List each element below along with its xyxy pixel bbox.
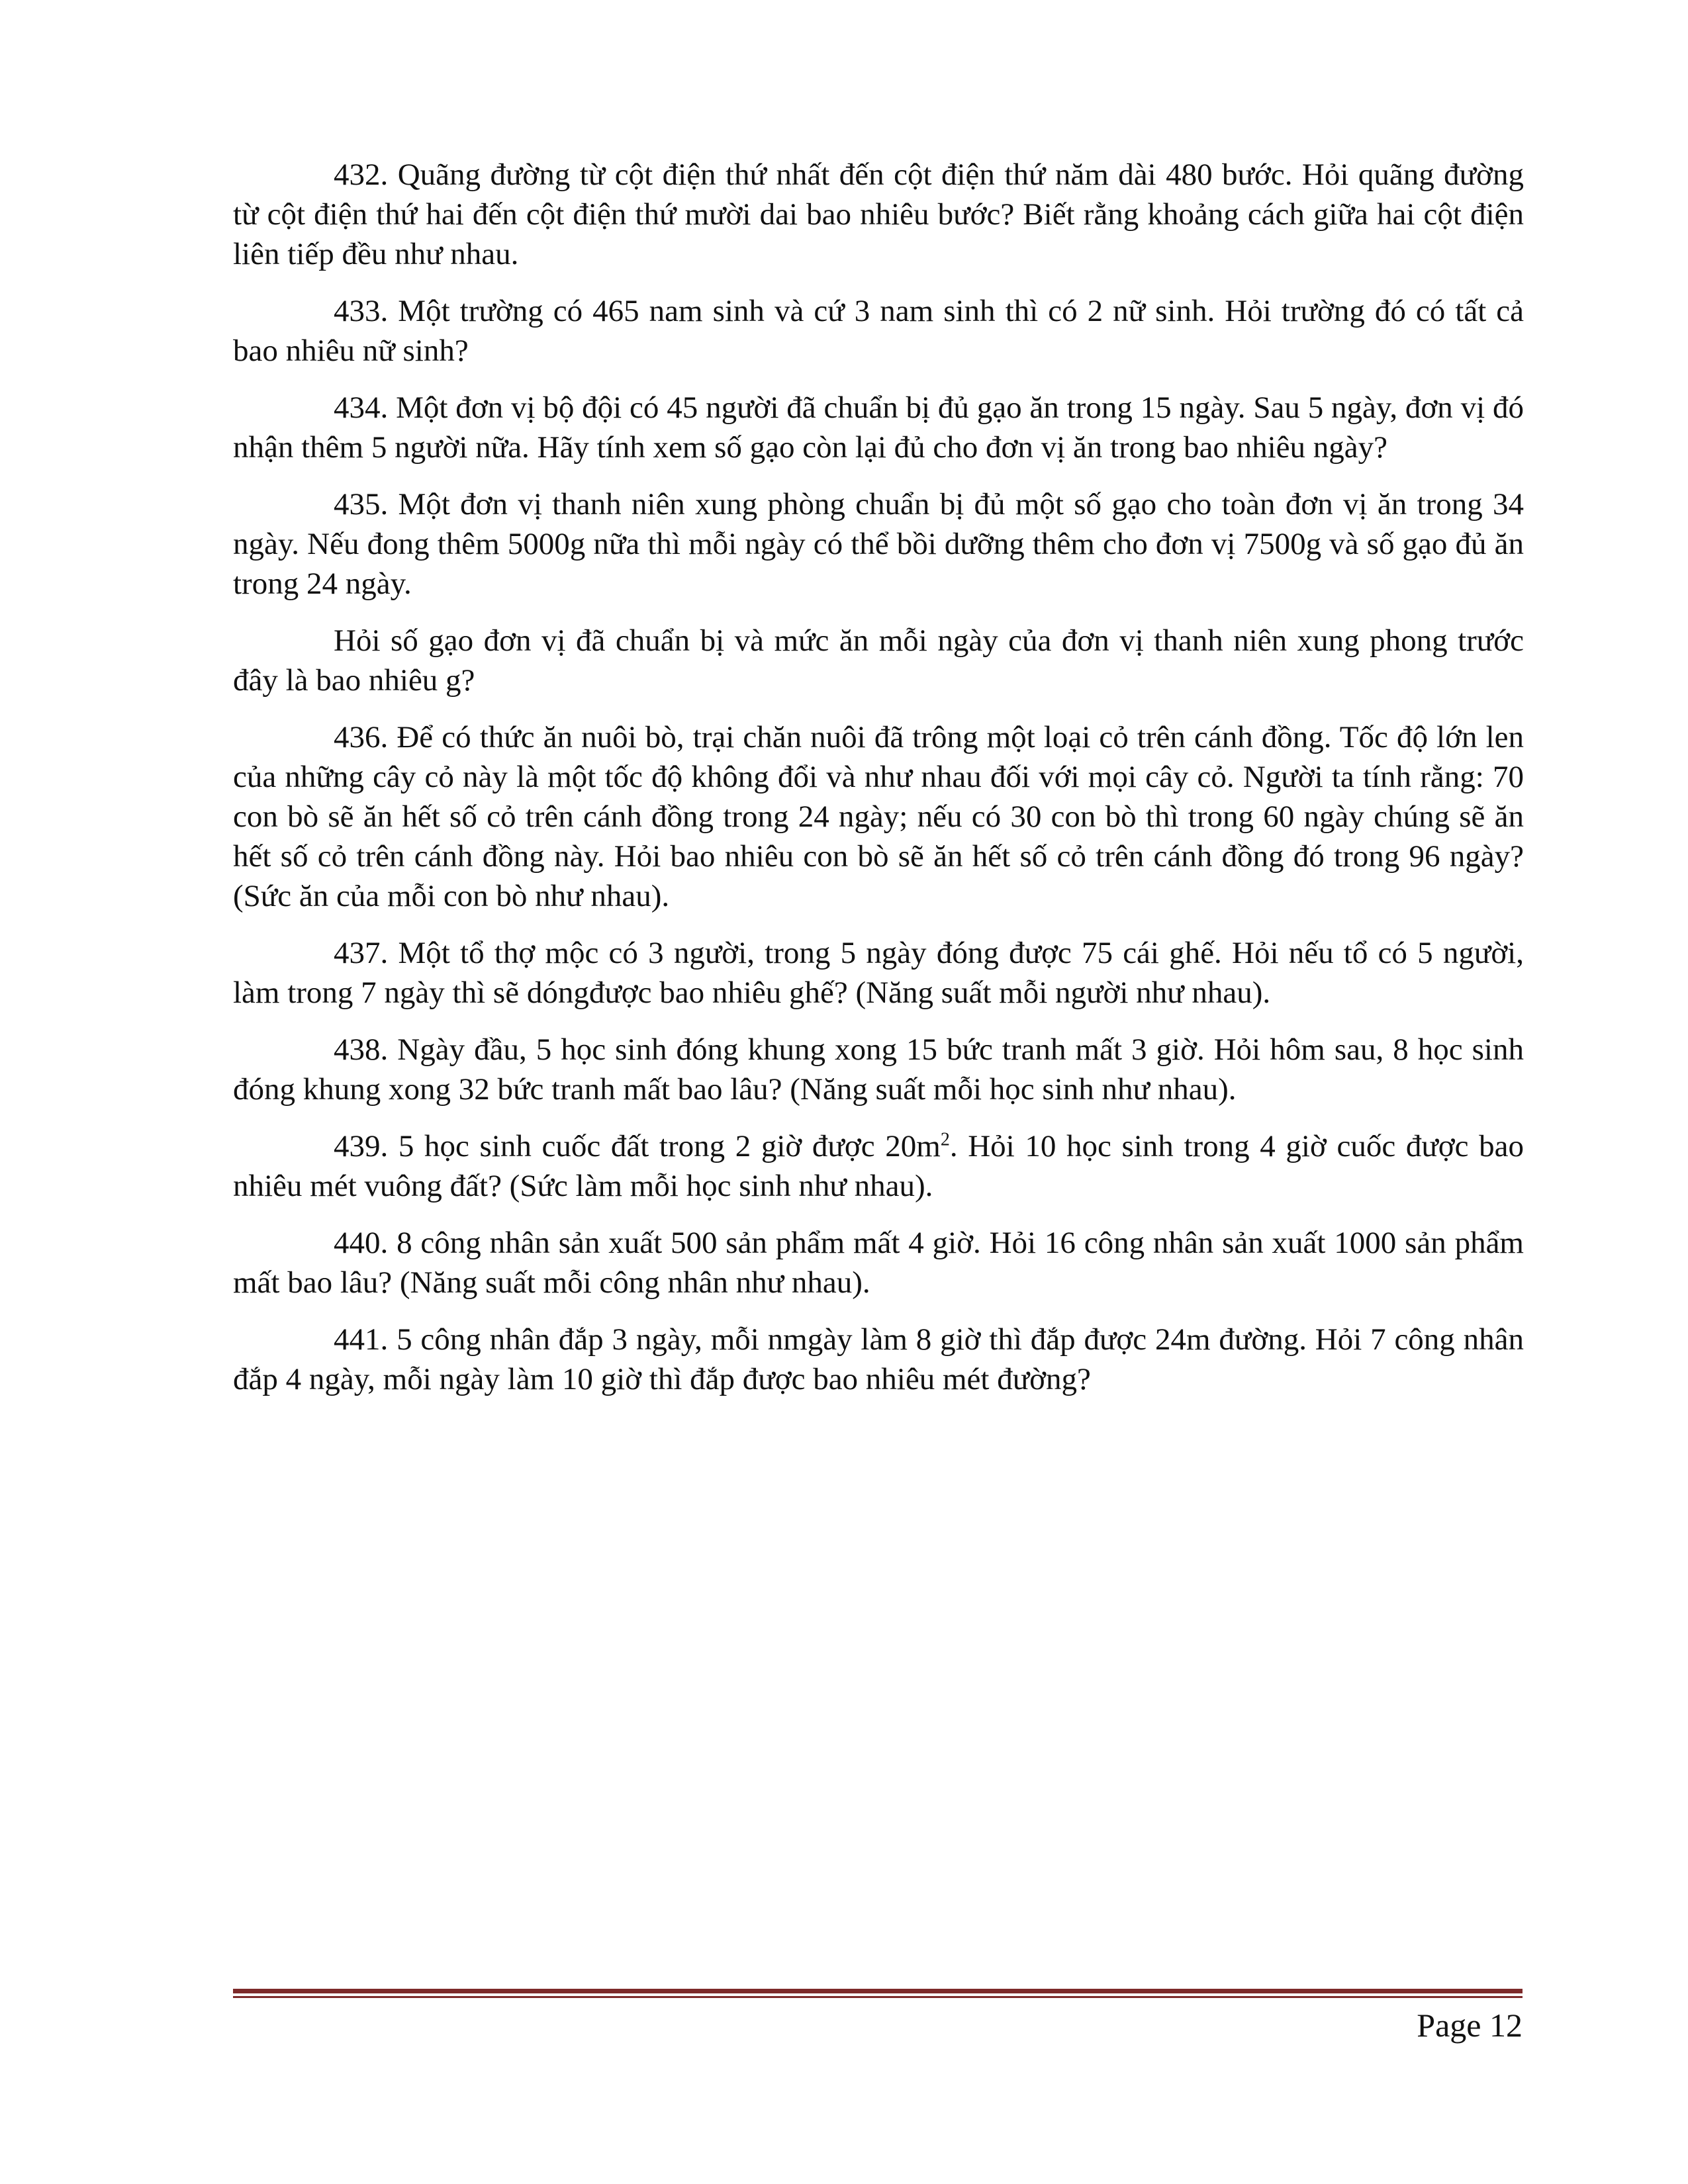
- problem-432: 432. Quãng đường từ cột điện thứ nhất đến cột điện thứ năm dài 480 bước. Hỏi quãng đường từ cột điện thứ hai đến cột điện thứ mười dai bao nhiêu bước? Biết rằng khoảng cách giữa hai cột điện liên tiếp đều như nhau.: [233, 158, 1524, 271]
- problem-436: 436. Để có thức ăn nuôi bò, trại chăn nuôi đã trông một loại cỏ trên cánh đồng. Tốc độ lớn len của những cây cỏ này là một tốc độ không đổi và như nhau đối với mọi cây cỏ. Người ta tính rằng: 70 con bò sẽ ăn hết số cỏ trên cánh đồng trong 24 ngày; nếu có 30 con bò thì trong 60 ngày chúng sẽ ăn hết số cỏ trên cánh đồng này. Hỏi bao nhiêu con bò sẽ ăn hết số cỏ trên cánh đồng đó trong 96 ngày? (Sức ăn của mỗi con bò như nhau).: [233, 720, 1524, 913]
- problem-434: 434. Một đơn vị bộ đội có 45 người đã chuẩn bị đủ gạo ăn trong 15 ngày. Sau 5 ngày, đơn vị đó nhận thêm 5 người nữa. Hãy tính xem số gạo còn lại đủ cho đơn vị ăn trong bao nhiêu ngày?: [233, 390, 1524, 465]
- problem-440: 440. 8 công nhân sản xuất 500 sản phẩm mất 4 giờ. Hỏi 16 công nhân sản xuất 1000 sản phẩm mất bao lâu? (Năng suất mỗi công nhân như nhau).: [233, 1226, 1524, 1300]
- problem-439: [233, 1126, 1524, 1206]
- problem-439-text-start: 439. 5 học sinh cuốc đất trong 2 giờ được 20m: [334, 1129, 941, 1163]
- problem-437: 437. Một tổ thợ mộc có 3 người, trong 5 ngày đóng được 75 cái ghế. Hỏi nếu tổ có 5 người, làm trong 7 ngày thì sẽ dóngđược bao nhiêu ghế? (Năng suất mỗi người như nhau).: [233, 936, 1524, 1010]
- problem-435: 435. Một đơn vị thanh niên xung phòng chuẩn bị đủ một số gạo cho toàn đơn vị ăn trong 34 ngày. Nếu đong thêm 5000g nữa thì mỗi ngày có thể bồi dưỡng thêm cho đơn vị 7500g và số gạo đủ ăn trong 24 ngày.: [233, 487, 1524, 601]
- problem-438: 438. Ngày đầu, 5 học sinh đóng khung xong 15 bức tranh mất 3 giờ. Hỏi hôm sau, 8 học sinh đóng khung xong 32 bức tranh mất bao lâu? (Năng suất mỗi học sinh như nhau).: [233, 1032, 1524, 1107]
- superscript-exponent: 2: [940, 1129, 950, 1150]
- problem-441: 441. 5 công nhân đắp 3 ngày, mỗi nmgày làm 8 giờ thì đắp được 24m đường. Hỏi 7 công nhân đắp 4 ngày, mỗi ngày làm 10 giờ thì đắp được bao nhiêu mét đường?: [233, 1322, 1524, 1396]
- footer-divider-thin-line: [233, 1996, 1523, 1998]
- problem-433: 433. Một trường có 465 nam sinh và cứ 3 nam sinh thì có 2 nữ sinh. Hỏi trường đó có tất cả bao nhiêu nữ sinh?: [233, 294, 1524, 368]
- problem-435-question: Hỏi số gạo đơn vị đã chuẩn bị và mức ăn mỗi ngày của đơn vị thanh niên xung phong trước đây là bao nhiêu g?: [233, 623, 1524, 698]
- document-body: [233, 155, 1524, 1416]
- problem-439-text-end: . Hỏi 10 học sinh trong 4 giờ cuốc được bao nhiêu mét vuông đất? (Sức làm mỗi học sinh như nhau).: [233, 1129, 1524, 1203]
- footer-divider-thick-line: [233, 1989, 1523, 1993]
- page-number: Page 12: [1417, 2007, 1523, 2044]
- footer-divider: [233, 1989, 1523, 1999]
